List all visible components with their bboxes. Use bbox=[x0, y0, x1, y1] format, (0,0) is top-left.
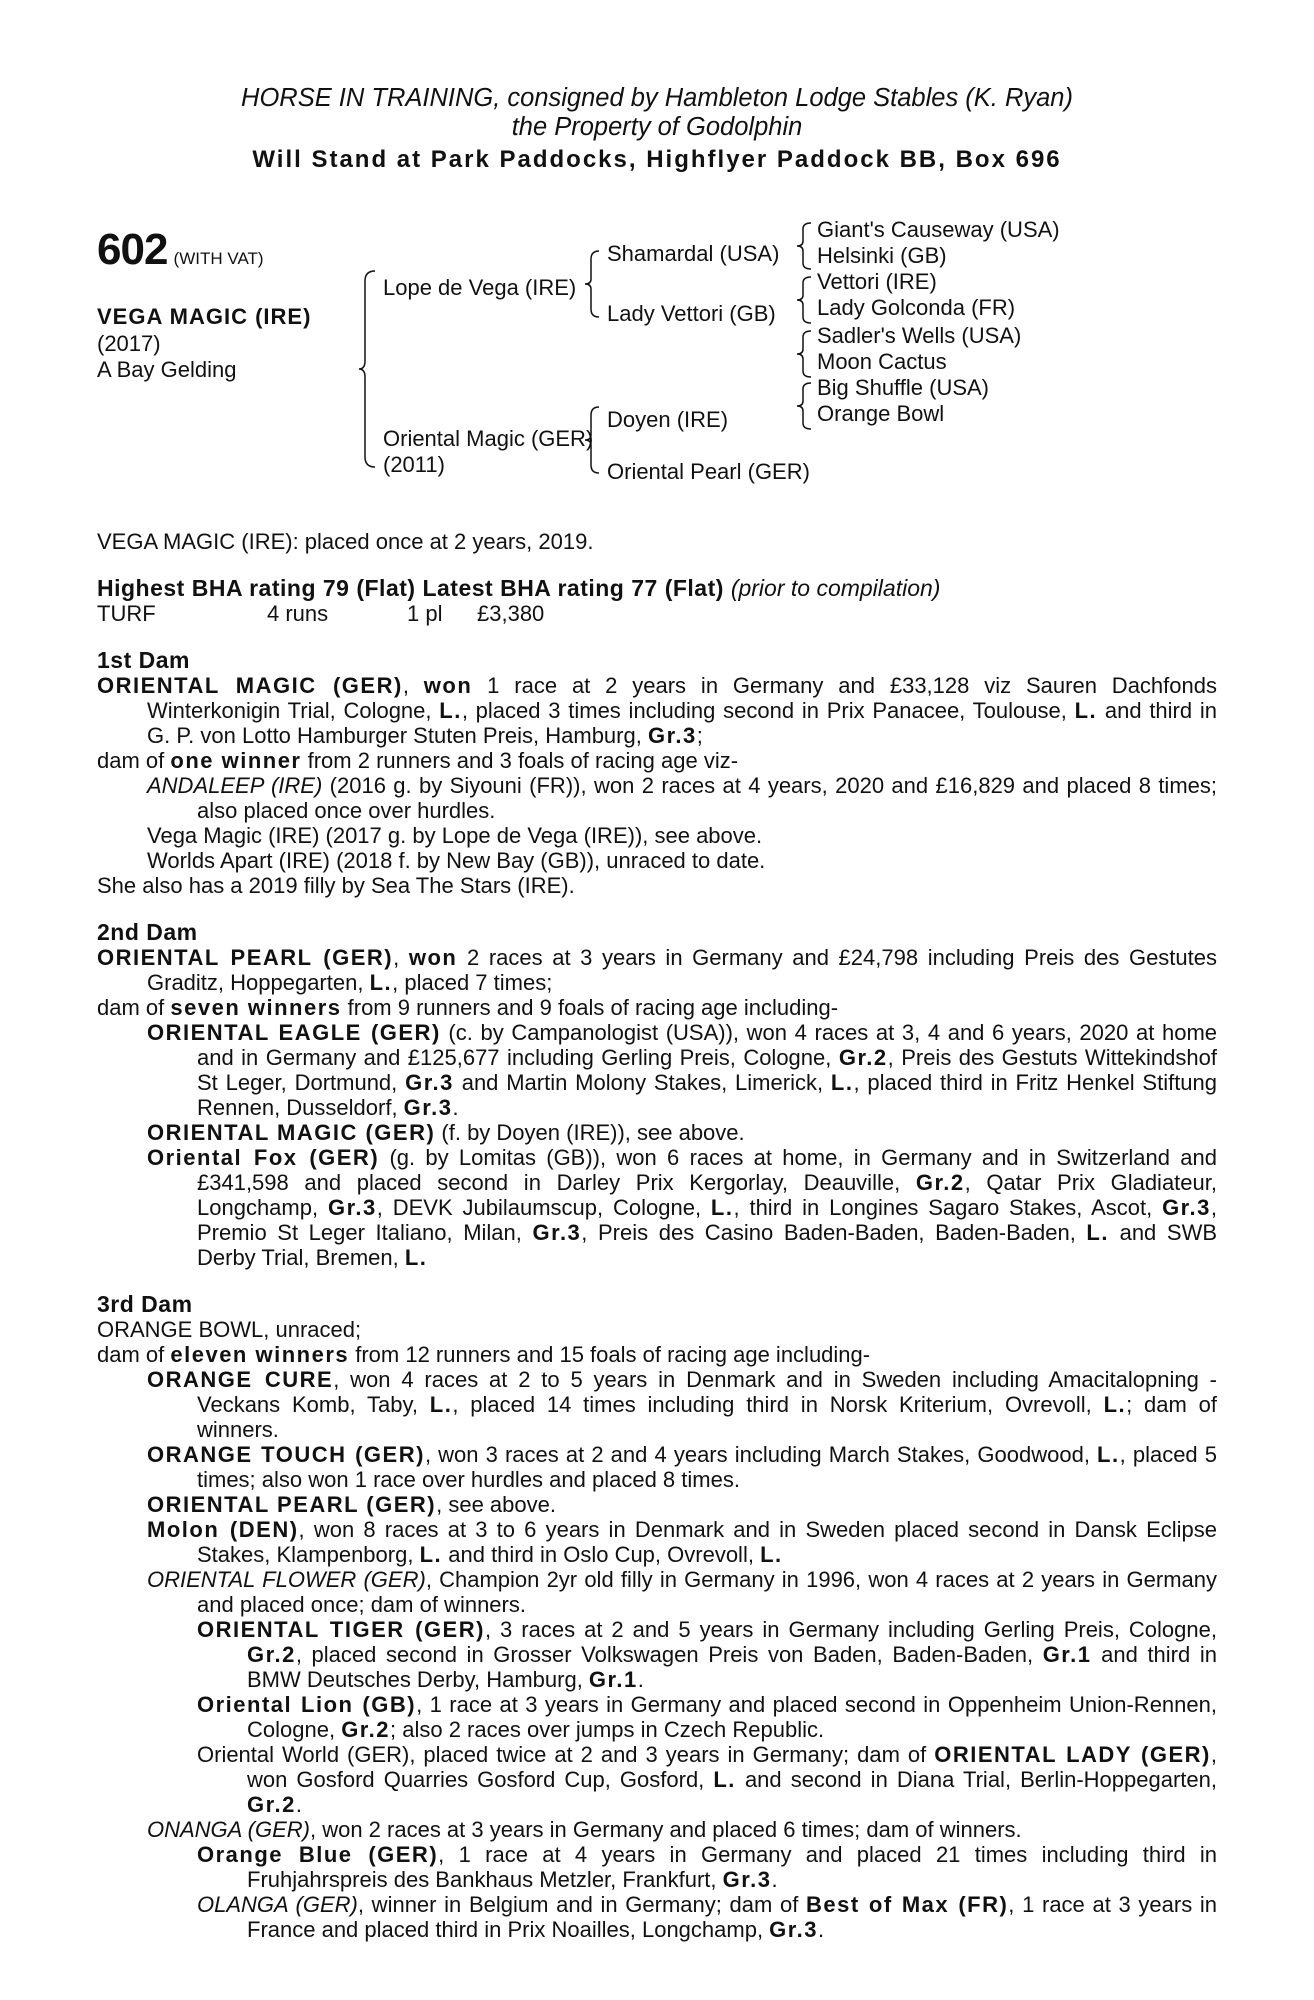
third-dam-foal-orange-cure: ORANGE CURE, won 4 races at 2 to 5 years in Denmark and in Sweden including Amacitalopning - Veckans Komb, Taby, L., placed 14 times including third in Norsk Kriterium, Ovrevoll, L.; dam of winners. bbox=[147, 1367, 1218, 1442]
sire-dam: Lady Vettori (GB) bbox=[607, 301, 776, 326]
gen3-3: Vettori (IRE) bbox=[817, 269, 937, 294]
grandfoal-oriental-world: Oriental World (GER), placed twice at 2 and 3 years in Germany; dam of ORIENTAL LADY (GER), won Gosford Quarries Gosford Cup, Gosford, L. and second in Diana Trial, Berlin-Hoppegarten, Gr.2. bbox=[197, 1742, 1218, 1817]
second-dam-foal-oriental-eagle: ORIENTAL EAGLE (GER) (c. by Campanologist (USA)), won 4 races at 3, 4 and 6 years, 2020 at home and in Germany and £125,677 including Gerling Preis, Cologne, Gr.2, Preis des Gestuts Wittekindshof St Leger, Dortmund, Gr.3 and Martin Molony Stakes, Limerick, L., placed third in Fritz Henkel Stiftung Rennen, Dusseldorf, Gr.3. bbox=[147, 1020, 1218, 1120]
gen3-brace-4 bbox=[797, 381, 813, 431]
dam-sire: Doyen (IRE) bbox=[607, 407, 729, 432]
rating-text: Highest BHA rating 79 (Flat) Latest BHA rating 77 (Flat) bbox=[97, 575, 724, 601]
third-dam-foal-onanga: ONANGA (GER), won 2 races at 3 years in Germany and placed 6 times; dam of winners. bbox=[147, 1817, 1022, 1842]
gen3-brace-1 bbox=[797, 221, 813, 271]
bha-rating bbox=[97, 576, 1217, 601]
first-dam-heading: 1st Dam bbox=[97, 647, 190, 673]
second-dam-record: ORIENTAL PEARL (GER), won 2 races at 3 years in Germany and £24,798 including Preis des Gestutes Graditz, Hoppegarten, L., placed 7 times; bbox=[97, 945, 1217, 995]
second-dam-foal-oriental-magic: ORIENTAL MAGIC (GER) (f. by Doyen (IRE)), see above. bbox=[147, 1120, 745, 1145]
catalogue-page bbox=[97, 84, 1218, 1942]
turf-record bbox=[97, 601, 1217, 626]
gen3-2: Helsinki (GB) bbox=[817, 243, 947, 268]
horse-year: (2017) bbox=[97, 331, 161, 356]
turf-label: TURF bbox=[97, 601, 156, 626]
gen3-brace-3 bbox=[797, 329, 813, 379]
second-dam-produce-summary: dam of seven winners from 9 runners and 9 foals of racing age including- bbox=[97, 995, 839, 1020]
third-dam-foal-oriental-pearl: ORIENTAL PEARL (GER), see above. bbox=[147, 1492, 556, 1517]
dam: Oriental Magic (GER) bbox=[383, 426, 594, 451]
turf-placed: 1 pl bbox=[407, 601, 443, 626]
gen3-6: Moon Cactus bbox=[817, 349, 947, 374]
lot-number: 602 bbox=[97, 225, 168, 274]
grandfoal-olanga: OLANGA (GER), winner in Belgium and in Germany; dam of Best of Max (FR), 1 race at 3 years in France and placed third in Prix Noailles, Longchamp, Gr.3. bbox=[197, 1892, 1217, 1942]
dam-brace bbox=[585, 405, 601, 475]
lot-heading bbox=[97, 225, 264, 274]
third-dam-produce-summary: dam of eleven winners from 12 runners and 15 foals of racing age including- bbox=[97, 1342, 871, 1367]
first-dam-produce-summary: dam of one winner from 2 runners and 3 foals of racing age viz- bbox=[97, 748, 739, 773]
gen3-brace-2 bbox=[797, 275, 813, 325]
third-dam-heading: 3rd Dam bbox=[97, 1291, 193, 1317]
first-dam-foal-vega-magic: Vega Magic (IRE) (2017 g. by Lope de Vega (IRE)), see above. bbox=[147, 823, 763, 848]
consignor-line: HORSE IN TRAINING, consigned by Hambleton Lodge Stables (K. Ryan) bbox=[241, 84, 1073, 112]
third-dam-foal-orange-touch: ORANGE TOUCH (GER), won 3 races at 2 and 4 years including March Stakes, Goodwood, L., placed 5 times; also won 1 race over hurdles and placed 8 times. bbox=[147, 1442, 1218, 1492]
gen3-1: Giant's Causeway (USA) bbox=[817, 217, 1060, 242]
catalogue-body bbox=[97, 529, 1217, 1942]
dam-dam: Oriental Pearl (GER) bbox=[607, 459, 810, 484]
rating-note: (prior to compilation) bbox=[730, 575, 941, 601]
dam-year: (2011) bbox=[383, 452, 445, 477]
owner-line: the Property of Godolphin bbox=[511, 113, 803, 141]
grandfoal-orange-blue: Orange Blue (GER), 1 race at 4 years in Germany and placed 21 times including third in Fruhjahrspreis des Bankhaus Metzler, Frankfurt, Gr.3. bbox=[197, 1842, 1217, 1892]
pedigree-brace bbox=[359, 269, 379, 469]
sire-brace bbox=[585, 249, 601, 319]
horse-name: VEGA MAGIC (IRE) bbox=[97, 304, 312, 329]
third-dam-foal-oriental-flower: ORIENTAL FLOWER (GER), Champion 2yr old filly in Germany in 1996, won 4 races at 2 years in Germany and placed once; dam of winners. bbox=[147, 1567, 1217, 1617]
first-dam-record: ORIENTAL MAGIC (GER), won 1 race at 2 years in Germany and £33,128 viz Sauren Dachfonds Winterkonigin Trial, Cologne, L., placed 3 times including second in Prix Panacee, Toulouse, L. and third in G. P. von Lotto Hamburger Stuten Preis, Hamburg, Gr.3; bbox=[97, 673, 1217, 748]
third-dam-record: ORANGE BOWL, unraced; bbox=[97, 1317, 362, 1342]
pedigree-block bbox=[97, 209, 1217, 509]
sire-sire: Shamardal (USA) bbox=[607, 241, 780, 266]
second-dam-foal-oriental-fox: Oriental Fox (GER) (g. by Lomitas (GB)), won 6 races at home, in Germany and in Switzerland and £341,598 and placed second in Darley Prix Kergorlay, Deauville, Gr.2, Qatar Prix Gladiateur, Longchamp, Gr.3, DEVK Jubilaumscup, Cologne, L., third in Longines Sagaro Stakes, Ascot, Gr.3, Premio St Leger Italiano, Milan, Gr.3, Preis des Casino Baden-Baden, Baden-Baden, L. and SWB Derby Trial, Bremen, L. bbox=[147, 1145, 1218, 1270]
sire: Lope de Vega (IRE) bbox=[383, 275, 577, 300]
grandfoal-oriental-tiger: ORIENTAL TIGER (GER), 3 races at 2 and 5 years in Germany including Gerling Preis, Cologne, Gr.2, placed second in Grosser Volkswagen Preis von Baden, Baden-Baden, Gr.1 and third in BMW Deutsches Derby, Hamburg, Gr.1. bbox=[197, 1617, 1217, 1692]
third-dam-foal-molon: Molon (DEN), won 8 races at 3 to 6 years in Denmark and in Sweden placed second in Dansk Eclipse Stakes, Klampenborg, L. and third in Oslo Cup, Ovrevoll, L. bbox=[147, 1517, 1217, 1567]
turf-earnings: £3,380 bbox=[477, 601, 545, 626]
gen3-5: Sadler's Wells (USA) bbox=[817, 323, 1022, 348]
stable-location-line: Will Stand at Park Paddocks, Highflyer Paddock BB, Box 696 bbox=[252, 146, 1062, 173]
first-dam-2019-filly: She also has a 2019 filly by Sea The Stars (IRE). bbox=[97, 873, 575, 898]
grandfoal-oriental-lion: Oriental Lion (GB), 1 race at 3 years in Germany and placed second in Oppenheim Union-Rennen, Cologne, Gr.2; also 2 races over jumps in Czech Republic. bbox=[197, 1692, 1217, 1742]
second-dam-heading: 2nd Dam bbox=[97, 919, 198, 945]
vat-note: (WITH VAT) bbox=[173, 249, 264, 268]
gen3-7: Big Shuffle (USA) bbox=[817, 375, 990, 400]
gen3-8: Orange Bowl bbox=[817, 401, 945, 426]
horse-description: A Bay Gelding bbox=[97, 357, 237, 382]
turf-runs: 4 runs bbox=[267, 601, 329, 626]
gen3-4: Lady Golconda (FR) bbox=[817, 295, 1016, 320]
first-dam-foal-andaleep: ANDALEEP (IRE) (2016 g. by Siyouni (FR)), won 2 races at 4 years, 2020 and £16,829 and placed 8 times; also placed once over hurdles. bbox=[147, 773, 1217, 823]
race-summary: VEGA MAGIC (IRE): placed once at 2 years, 2019. bbox=[97, 529, 594, 554]
first-dam-foal-worlds-apart: Worlds Apart (IRE) (2018 f. by New Bay (GB)), unraced to date. bbox=[147, 848, 766, 873]
